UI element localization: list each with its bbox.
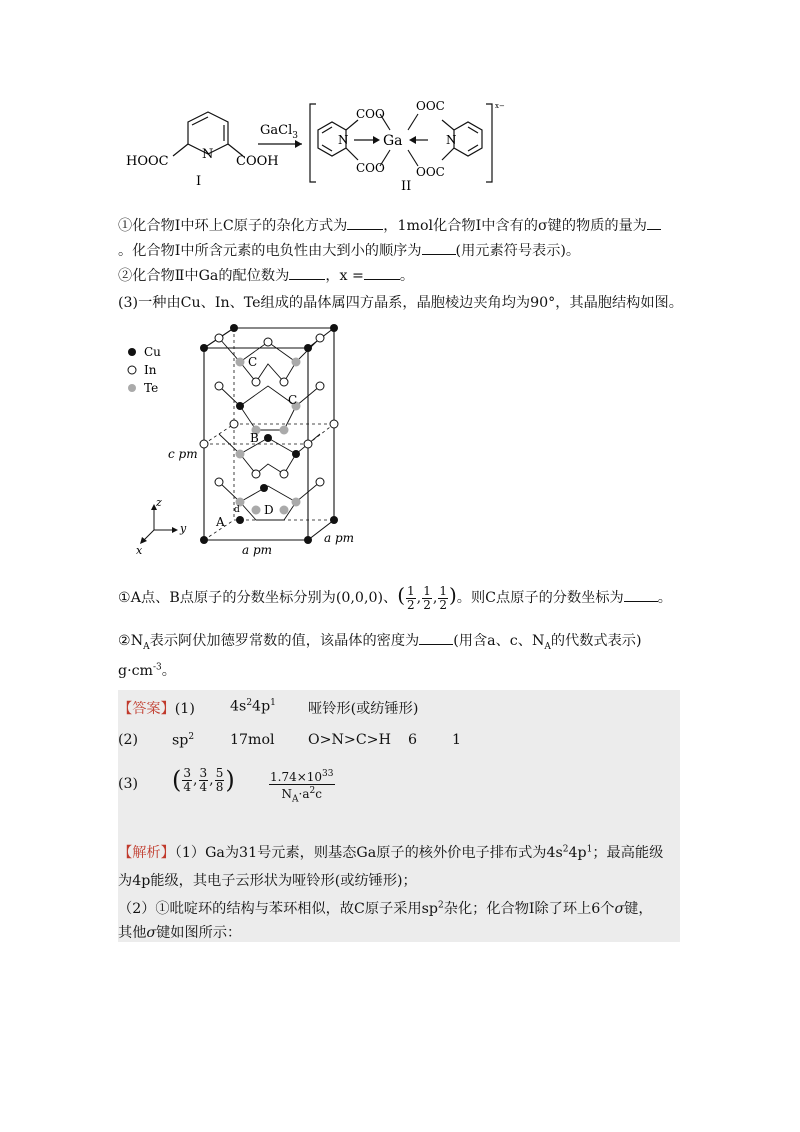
answer-blank[interactable] bbox=[289, 267, 325, 280]
axis-x: x bbox=[136, 544, 143, 557]
cooh-label: COOH bbox=[236, 154, 279, 169]
answer-row-1: 【答案】(1) $4s^24p^1$ 哑铃形(或纺锤形) bbox=[118, 698, 419, 717]
analysis-line-1: 【解析】（1）Ga为31号元素，则基态Ga原子的核外价电子排布式为$4s^24p^1$；最高能级 bbox=[118, 844, 664, 861]
answer-blank[interactable] bbox=[364, 267, 400, 280]
label-c-pm: c pm bbox=[168, 447, 198, 461]
analysis-line-3: （2）①吡啶环的结构与苯环相似，故C原子采用$sp^2$杂化；化合物Ⅰ除了环上6个σ键， bbox=[118, 900, 653, 917]
analysis-line-4: 其他σ键如图所示： bbox=[118, 925, 242, 941]
answer-blank[interactable] bbox=[422, 242, 456, 255]
axes-icon bbox=[142, 506, 176, 542]
label-small-d: d bbox=[234, 505, 240, 515]
answer-blank[interactable] bbox=[647, 217, 661, 230]
question-3-2: $②N_A$表示阿伏加德罗常数的值，该晶体的密度为 (用含a、c、$N_A$的代数式表示) bbox=[118, 633, 642, 652]
answer-blank[interactable] bbox=[419, 632, 453, 645]
question-3-1: ①A点、B点原子的分数坐标分别为(0,0,0)、( $\frac{1}{2}$ , $\frac{1}{2}$ , $\frac{1}{2}$ )。则C点原子的分数坐标为 。 bbox=[118, 583, 672, 612]
label-a-pm-bottom: a pm bbox=[242, 543, 273, 557]
legend-te: Te bbox=[144, 381, 159, 395]
coo-bottom-left: COO bbox=[356, 161, 385, 175]
question-line-1: ①化合物Ⅰ中环上C原子的杂化方式为 ，1mol化合物Ⅰ中含有的σ键的物质的量为 bbox=[118, 215, 688, 235]
axis-y: y bbox=[180, 522, 187, 535]
answer-tag: 【答案】 bbox=[118, 701, 175, 717]
analysis-line-2: 为4p能级，其电子云形状为哑铃形(或纺锤形)； bbox=[118, 873, 417, 889]
label-c1: C bbox=[248, 355, 258, 369]
reaction-scheme bbox=[118, 92, 518, 192]
n-atom-ligand: N bbox=[202, 147, 214, 162]
axis-z: z bbox=[156, 496, 162, 509]
legend-cu: Cu bbox=[144, 345, 161, 359]
reagent-label: GaCl$_3$ bbox=[260, 123, 298, 141]
ooc-bottom-right: OOC bbox=[416, 165, 445, 179]
question-line-4: (3)一种由Cu、In、Te组成的晶体属四方晶系，晶胞棱边夹角均为90°，其晶胞结构如图。 bbox=[118, 295, 683, 311]
te-legend-icon bbox=[128, 384, 136, 392]
answer-blank[interactable] bbox=[624, 589, 658, 602]
analysis-tag: 【解析】 bbox=[118, 845, 175, 861]
svg-text:N: N bbox=[338, 133, 349, 147]
ooc-top-right: OOC bbox=[416, 99, 445, 113]
question-line-3: ②化合物Ⅱ中Ga的配位数为 ，x = 。 bbox=[118, 268, 415, 284]
answer-blank[interactable] bbox=[347, 217, 383, 230]
answer-row-2: (2) $sp^2$ 17mol O>N>C>H 6 1 bbox=[118, 732, 462, 749]
label-b: B bbox=[250, 431, 259, 445]
label-a-pm-right: a pm bbox=[324, 531, 355, 545]
coo-top-left: COO bbox=[356, 107, 385, 121]
in-legend-icon bbox=[128, 366, 136, 374]
label-c2: C bbox=[288, 393, 298, 407]
question-3-2-unit: $g\cdot cm^{-3}$。 bbox=[118, 662, 176, 679]
crystal-cell-figure bbox=[118, 320, 368, 560]
compound-2-label: II bbox=[401, 179, 412, 192]
legend-in: In bbox=[144, 363, 157, 377]
svg-text:N: N bbox=[446, 133, 457, 147]
cu-legend-icon bbox=[128, 348, 136, 356]
complex-charge: x− bbox=[495, 102, 505, 110]
label-d: D bbox=[264, 503, 274, 517]
ga-center: Ga bbox=[383, 133, 403, 149]
answer-row-3: (3) ( $\frac{3}{4}$ , $\frac{3}{4}$ , $\frac{5}{8}$ ) $\frac{1.74\times 10^{33}}{N_A\cdot a^2c}$ bbox=[118, 765, 334, 805]
hooc-label: HOOC bbox=[126, 154, 169, 169]
label-a: A bbox=[216, 515, 225, 529]
compound-1-label: I bbox=[196, 174, 202, 189]
question-line-2: 。化合物Ⅰ中所含元素的电负性由大到小的顺序为 (用元素符号表示)。 bbox=[118, 243, 581, 259]
